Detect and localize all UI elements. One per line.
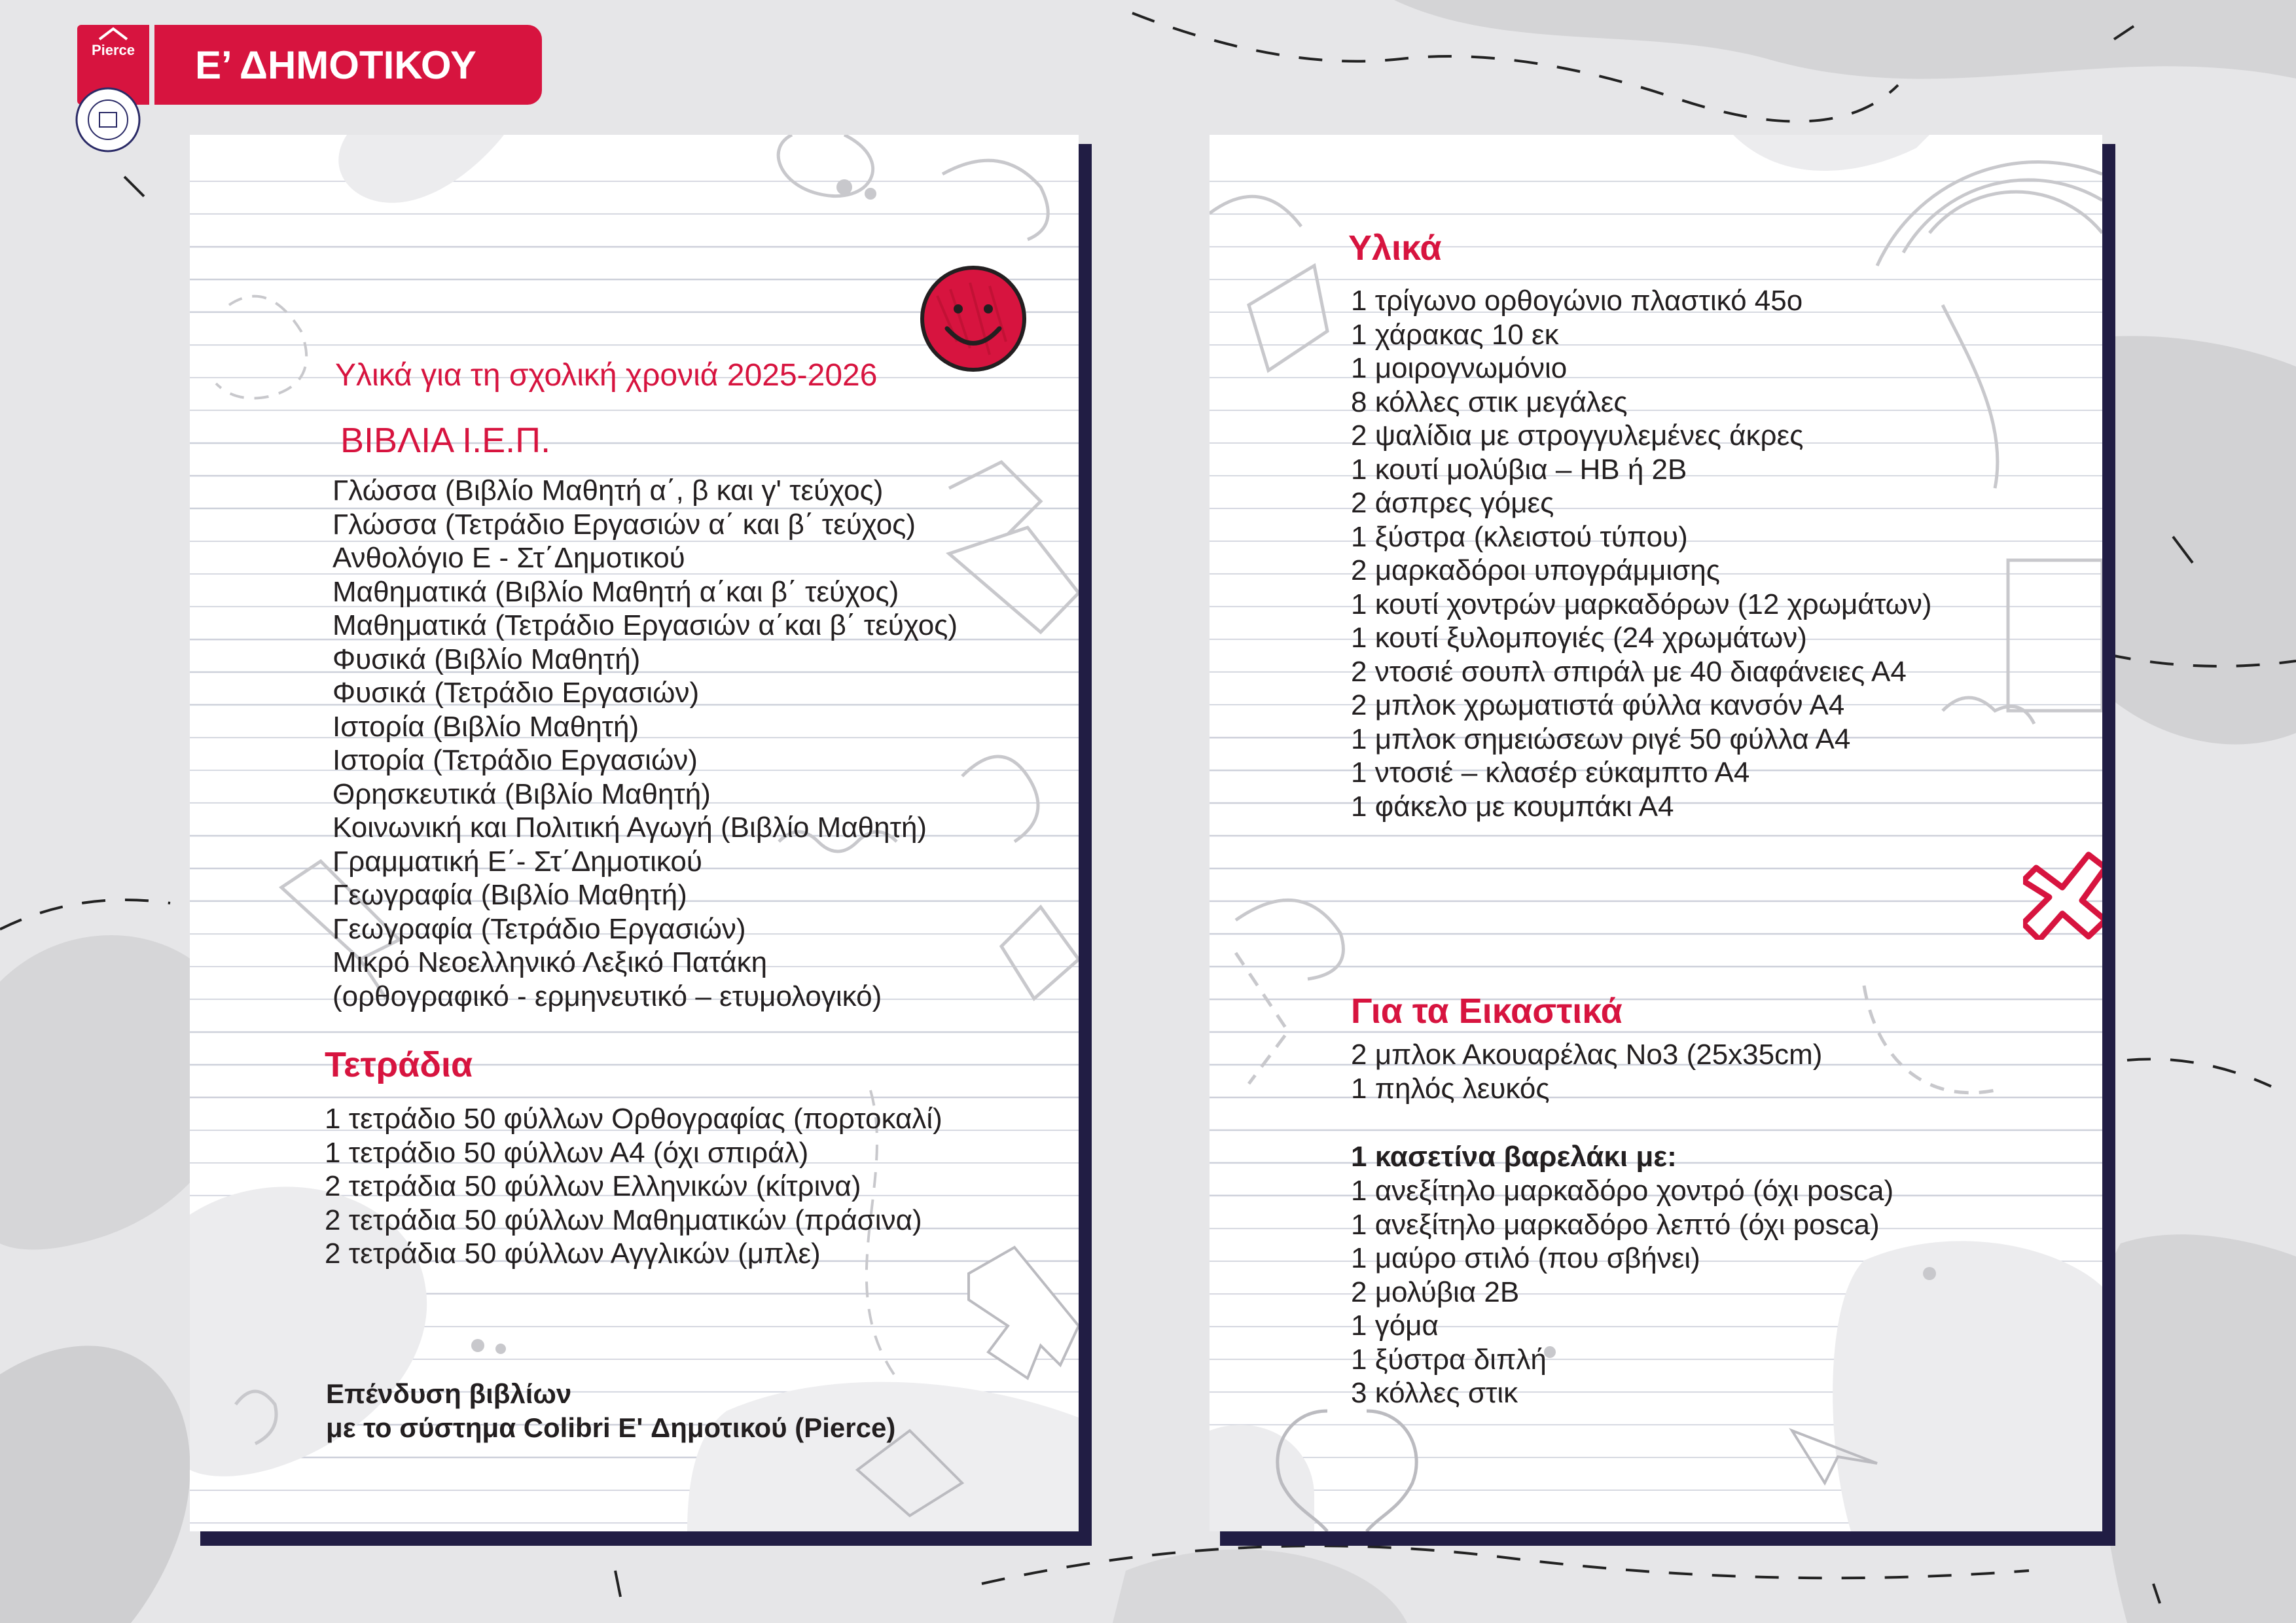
list-item: 2 μπλοκ Ακουαρέλας Νο3 (25x35cm) [1351,1039,1823,1071]
list-item: 2 μπλοκ χρωματιστά φύλλα κανσόν Α4 [1351,689,1845,721]
list-item: Θρησκευτικά (Βιβλίο Μαθητή) [332,777,711,810]
list-item: 3 κόλλες στικ [1351,1377,1518,1409]
art-section-title: Για τα Εικαστικά [1351,991,1623,1031]
book-cover-note-line1: Επένδυση βιβλίων [326,1378,572,1409]
list-item: 2 ψαλίδια με στρογγυλεμένες άκρες [1351,419,1804,452]
book-cover-note-line2: με το σύστημα Colibri E' Δημοτικού (Pierce) [326,1412,896,1443]
list-item: 1 κουτί χοντρών μαρκαδόρων (12 χρωμάτων) [1351,588,1932,620]
list-item: 1 τετράδιο 50 φύλλων Α4 (όχι σπιράλ) [325,1136,809,1169]
list-item: 2 μολύβια 2Β [1351,1275,1520,1308]
book-cover-note [326,1377,895,1445]
list-item: Γλώσσα (Τετράδιο Εργασιών α΄ και β΄ τεύχος) [332,508,916,541]
list-item: 1 φάκελο με κουμπάκι Α4 [1351,790,1674,823]
materials-list [1351,284,1932,823]
list-item: 2 μαρκαδόροι υπογράμμισης [1351,554,1720,586]
list-item: Γραμματική Ε΄- Στ΄Δημοτικού [332,845,702,878]
list-item: (ορθογραφικό - ερμηνευτικό – ετυμολογικό) [332,980,882,1012]
list-item: 1 ντοσιέ – κλασέρ εύκαμπτο Α4 [1351,757,1750,789]
list-item: 1 μπλοκ σημειώσεων ριγέ 50 φύλλα Α4 [1351,722,1851,755]
list-item: 1 γόμα [1351,1310,1439,1342]
list-item: Φυσικά (Βιβλίο Μαθητή) [332,643,641,675]
list-item: 1 πηλός λευκός [1351,1072,1550,1105]
notebooks-list [325,1102,942,1271]
list-item: Γεωγραφία (Βιβλίο Μαθητή) [332,879,687,911]
list-item: 1 χάρακας 10 εκ [1351,318,1559,351]
list-item: Γεωγραφία (Τετράδιο Εργασιών) [332,912,746,945]
school-year-title: Υλικά για τη σχολική χρονιά 2025-2026 [335,358,878,393]
house-roof-icon [98,26,128,41]
list-item: Ανθολόγιο Ε - Στ΄Δημοτικού [332,542,685,574]
list-item: Γλώσσα (Βιβλίο Μαθητή α΄, β και γ' τεύχος) [332,474,884,507]
books-section-title: ΒΙΒΛΙΑ Ι.Ε.Π. [340,421,551,460]
list-item: 1 κουτί ξυλομπογιές (24 χρωμάτων) [1351,622,1807,654]
list-item: 1 μοιρογνωμόνιο [1351,352,1568,384]
list-item: 1 τετράδιο 50 φύλλων Ορθογραφίας (πορτοκαλί) [325,1103,942,1135]
list-item: Ιστορία (Τετράδιο Εργασιών) [332,744,698,776]
art-list [1351,1038,1822,1105]
books-list [332,474,958,1013]
list-item: 1 κουτί μολύβια – ΗΒ ή 2Β [1351,453,1687,486]
list-item: 2 τετράδια 50 φύλλων Ελληνικών (κίτρινα) [325,1170,861,1202]
smiley-face-icon [918,263,1029,374]
list-item: 1 ανεξίτηλο μαρκαδόρο χοντρό (όχι posca) [1351,1175,1894,1207]
left-notebook-page [190,135,1079,1531]
list-item: 1 μαύρο στιλό (που σβήνει) [1351,1242,1700,1274]
notebooks-section-title: Τετράδια [325,1045,473,1084]
list-item: Φυσικά (Τετράδιο Εργασιών) [332,677,700,709]
list-item: 1 τρίγωνο ορθογώνιο πλαστικό 45ο [1351,285,1803,317]
list-item: Μαθηματικά (Τετράδιο Εργασιών α΄και β΄ τεύχος) [332,609,958,641]
right-notebook-page [1210,135,2102,1531]
list-item: Μικρό Νεοελληνικό Λεξικό Πατάκη [332,946,768,978]
list-item: 2 τετράδια 50 φύλλων Μαθηματικών (πράσινα) [325,1204,922,1236]
list-item: 2 ντοσιέ σουπλ σπιράλ με 40 διαφάνειες Α4 [1351,655,1907,688]
red-x-doodle-icon [2023,842,2102,940]
materials-section-title: Υλικά [1348,228,1442,268]
list-item: Κοινωνική και Πολιτική Αγωγή (Βιβλίο Μαθητή) [332,812,927,844]
list-item: 1 ξύστρα διπλή [1351,1343,1547,1376]
list-item: Μαθηματικά (Βιβλίο Μαθητή α΄και β΄ τεύχος) [332,575,899,608]
list-item: 2 τετράδια 50 φύλλων Αγγλικών (μπλε) [325,1238,821,1270]
list-item: 2 άσπρες γόμες [1351,487,1554,519]
list-item: 1 ξύστρα (κλειστού τύπου) [1351,520,1688,553]
grade-title-banner: Ε’ ΔΗΜΟΤΙΚΟΥ [154,25,542,105]
list-item: Ιστορία (Βιβλίο Μαθητή) [332,710,639,743]
list-item: 1 ανεξίτηλο μαρκαδόρο λεπτό (όχι posca) [1351,1208,1880,1241]
pencil-case-title: 1 κασετίνα βαρελάκι με: [1351,1141,1677,1173]
pierce-logo-text: Pierce [91,42,135,58]
pencil-case-list [1351,1174,1893,1410]
list-item: 8 κόλλες στικ μεγάλες [1351,385,1628,418]
college-seal-icon [73,85,143,154]
